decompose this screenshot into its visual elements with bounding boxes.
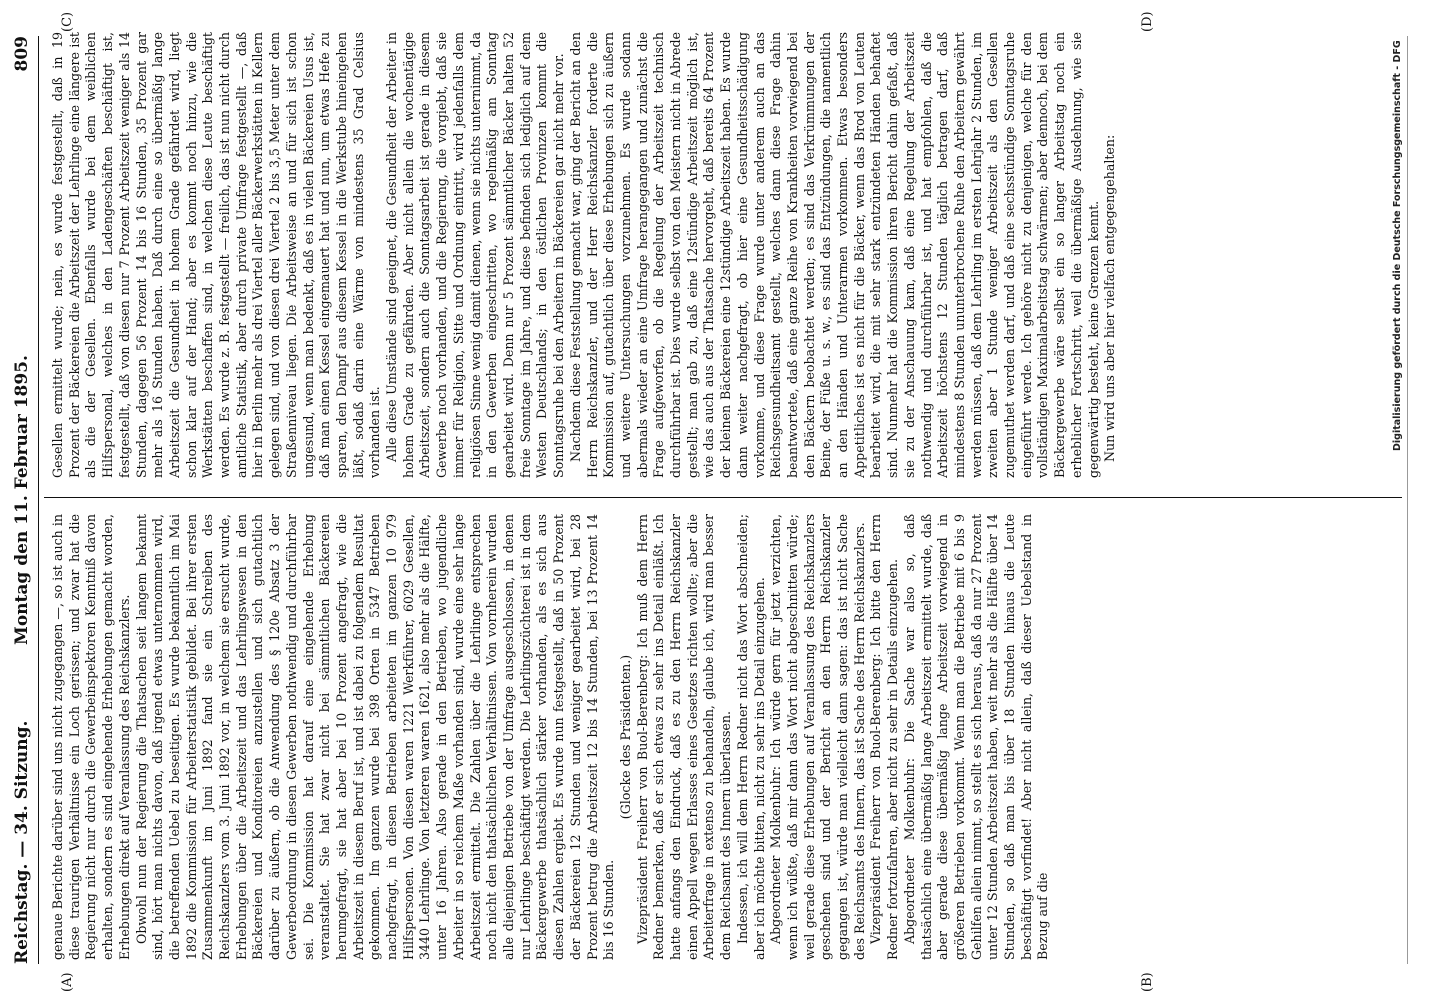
- column-divider: [44, 497, 1402, 498]
- page-number: 809: [12, 36, 32, 72]
- margin-marker-a: (A): [60, 972, 75, 992]
- paragraph: Indessen, ich will dem Herrn Redner nicht das Wort abschneiden; aber ich möchte bitten, nicht zu sehr ins Detail einzugehen.: [734, 514, 767, 960]
- paragraph: genaue Berichte darüber sind uns nicht zugegangen —, so ist auch in diese traurigen Verhältnisse ein Loch gerissen; und zwar hat die Regierung nicht nur durch die Gewerbeinspektoren Kenntniß davon erhalten, sondern es sind eingehende Erhebungen gemacht worden, Erhebungen direkt auf Veranlassung des Reichskanzlers.: [50, 514, 132, 960]
- margin-marker-c: (C): [60, 11, 75, 32]
- header-section-title: Reichstag. — 34. Sitzung.: [12, 720, 32, 964]
- margin-marker-d: (D): [1140, 11, 1155, 32]
- paragraph: Gesellen ermittelt wurde; nein, es wurde festgestellt, daß in 19 Prozent der Bäckereien die Arbeitszeit der Lehrlinge eine längere ist als die der Gesellen. Ebenfalls wurde bei dem weiblichen Hilfspersonal, welches in den Ladengeschäften beschäftigt ist, festgestellt, daß von diesen nur 7 Prozent Arbeitszeit weniger als 14 Stunden, dagegen 56 Prozent 14 bis 16 Stunden, 35 Prozent gar mehr als 16 Stunden haben. Daß durch eine so übermäßig lange Arbeitszeit die Gesundheit in hohem Grade gefährdet wird, liegt schon klar auf der Hand; aber es kommt noch hinzu, wie die Werkstätten beschaffen sind, in welchen diese Leute beschäftigt werden. Es wurde z. B. festgestellt — freilich, das ist nun nicht durch amtliche Statistik, aber durch private Umfrage festgestellt —, daß hier in Berlin mehr als drei Viertel aller Bäckerwerkstätten in Kellern gelegen sind, und von diesen drei Viertel 2 bis 3,5 Meter unter dem Straßenniveau liegen. Die Arbeitsweise an und für sich ist schon ungesund, wenn man bedenkt, daß es in vielen Bäckereien Usus ist, daß man einen Kessel eingemauert hat und nun, um etwas Hefe zu sparen, den Dampf aus diesem Kessel in die Werkstube hineingehen läßt, sodaß darin eine Wärme von mindestens 35 Grad Celsius vorhanden ist.: [50, 32, 383, 478]
- header-date: Montag den 11. Februar 1895.: [12, 355, 32, 645]
- paragraph-speech: Vizepräsident Freiherr von Buol-Berenberg: Ich muß dem Herrn Redner bemerken, daß er sich etwas zu sehr ins Detail einläßt. Ich hatte anfangs den Eindruck, daß es zu den Herrn Reichskanzler einen Appell wegen Erlasses eines Gesetzes richten wollte; aber die Arbeiterfrage in extenso zu behandeln, glaube ich, wird man besser dem Reichsamt des Innern überlassen.: [634, 514, 734, 960]
- paragraph: Nachdem diese Feststellung gemacht war, ging der Bericht an den Herrn Reichskanzler, und der Herr Reichskanzler forderte die Kommission auf, gutachtlich über diese Erhebungen sich zu äußern und weitere Untersuchungen vorzunehmen. Es wurde sodann abermals wieder an eine Umfrage herangegangen und zunächst die Frage aufgeworfen, ob die Regelung der Arbeitszeit technisch durchführbar ist. Dies wurde selbst von den Meistern nicht in Abrede gestellt; man gab zu, daß eine 12stündige Arbeitszeit möglich ist, wie das auch aus der Thatsache hervorgeht, daß bereits 64 Prozent der kleinen Bäckereien eine 12stündige Arbeitszeit haben. Es wurde dann weiter nachgefragt, ob hier eine Gesundheitsschädigung vorkomme, und diese Frage wurde unter anderem auch an das Reichsgesundheitsamt gestellt, welches dann diese Frage dahin beantwortete, daß eine ganze Reihe von Krankheiten vorwiegend bei den Bäckern beobachtet werden; es sind das Verkrümmungen der Beine, der Füße u. s. w., es sind das Entzündungen, die namentlich an den Händen und Unterarmen vorkommen. Etwas besonders Appetitliches ist es nicht für die Bäcker, wenn das Brod von Leuten bearbeitet wird, die mit sehr stark entzündeten Händen behaftet sind. Nunmehr hat die Kommission ihren Bericht dahin gefaßt, daß sie zu der Anschauung kam, daß eine Regelung der Arbeitszeit nothwendig und durchführbar ist, und hat empfohlen, daß die Arbeitszeit höchstens 12 Stunden täglich betragen darf, daß mindestens 8 Stunden ununterbrochene Ruhe den Arbeitern gewährt werden müssen, daß dem Lehrling im ersten Lehrjahr 2 Stunden, im zweiten aber 1 Stunde weniger Arbeitszeit als den Gesellen zugemuthet werden darf, und daß eine sechsstündige Sonntagsruhe eingeführt werde. Ich gehöre nicht zu denjenigen, welche für den vollständigen Maximalarbeitstag schwärmen; aber dennoch, bei dem Bäckergewerbe wäre selbst ein so langer Arbeitstag noch ein erheblicher Fortschritt, weil die übermäßige Ausdehnung, wie sie gegenwärtig besteht, keine Grenzen kennt.: [567, 32, 1101, 478]
- paragraph: Obwohl nun der Regierung die Thatsachen seit langem bekannt sind, hört man nichts davon, daß irgend etwas unternommen wird, die betreffenden Uebel zu beseitigen. Es wurde bekanntlich im Mai 1892 die Kommission für Arbeiterstatistik gebildet. Bei ihrer ersten Zusammenkunft im Juni 1892 fand sie ein Schreiben des Reichskanzlers vom 3. Juni 1892 vor, in welchem sie ersucht wurde, Erhebungen über die Arbeitszeit und das Lehrlingswesen in den Bäckereien und Konditoreien anzustellen und sich gutachtlich darüber zu äußern, ob die Anwendung des § 120e Absatz 3 der Gewerbeordnung in diesen Gewerben nothwendig und durchführbar sei. Die Kommission hat darauf eine eingehende Erhebung veranstaltet. Sie hat zwar nicht bei sämmtlichen Bäckereien herumgefragt, sie hat aber bei 10 Prozent angefragt, wie die Arbeitszeit in diesem Beruf ist, und ist dabei zu folgendem Resultat gekommen. Im ganzen wurde bei 398 Orten in 5347 Betrieben nachgefragt, in diesen Betrieben arbeiteten im ganzen 10 979 Hilfspersonen. Von diesen waren 1221 Werkführer, 6029 Gesellen, 3440 Lehrlinge. Von letzteren waren 1621, also mehr als die Hälfte, unter 16 Jahren. Also gerade in den Betrieben, wo jugendliche Arbeiter in so reichem Maße vorhanden sind, wurde eine sehr lange Arbeitszeit ermittelt. Die Zahlen über die Lehrlinge entsprechen noch nicht den thatsächlichen Verhältnissen. Von vornherein wurden alle diejenigen Betriebe von der Umfrage ausgeschlossen, in denen nur Lehrlinge beschäftigt werden. Die Lehrlingszüchterei ist in dem Bäckergewerbe thatsächlich stärker vorhanden, als es sich aus diesen Zahlen ergiebt. Es wurde nun festgestellt, daß in 50 Prozent der Bäckereien 12 Stunden und weniger gearbeitet wird, bei 28 Prozent betrug die Arbeitszeit 12 bis 14 Stunden, bei 13 Prozent 14 bis 16 Stunden.: [133, 514, 617, 960]
- paragraph: Alle diese Umstände sind geeignet, die Gesundheit der Arbeiter in hohem Grade zu gefährden. Aber nicht allein die wochentägige Arbeitszeit, sondern auch die Sonntagsarbeit ist gerade in diesem Gewerbe noch vorhanden, und die Regierung, die vorgiebt, daß sie immer für Religion, Sitte und Ordnung eintritt, wird jedenfalls dem religiösen Sinne wenig damit dienen, wenn sie nichts unternimmt, da in den Gewerben eingeschritten, wo regelmäßig am Sonntag gearbeitet wird. Denn nur 5 Prozent sämmtlicher Bäcker halten 52 freie Sonntage im Jahre, und diese befinden sich lediglich auf dem Westen Deutschlands; in den östlichen Provinzen kommt die Sonntagsruhe bei den Arbeitern in Bäckereien gar nicht mehr vor.: [384, 32, 567, 478]
- paragraph-speech: Vizepräsident Freiherr von Buol-Berenberg: Ich bitte den Herrn Redner fortzufahren, aber nicht zu sehr in Details einzugehen.: [868, 514, 901, 960]
- left-column: [50, 514, 1392, 960]
- margin-marker-b: (B): [1140, 972, 1155, 992]
- paragraph-speech: Abgeordneter Molkenbuhr: Ich würde gern für jetzt verzichten, wenn ich wüßte, daß mir dann das Wort nicht abgeschnitten würde; weil gerade diese Erhebungen auf Veranlassung des Reichskanzlers geschehen sind und der Bericht an den Herrn Reichskanzler gegangen ist, würde man vielleicht dann sagen: das ist nicht Sache des Reichsamts des Innern, das ist Sache des Herrn Reichskanzlers.: [768, 514, 867, 960]
- digitization-credit: Digitalisierung gefördert durch die Deutsche Forschungsgemeinschaft - DFG: [1392, 40, 1403, 451]
- page-header: [6, 36, 36, 964]
- header-rule: [38, 36, 39, 964]
- paragraph-stage-direction: (Glocke des Präsidenten.): [617, 654, 633, 820]
- paragraph-speech: Abgeordneter Molkenbuhr: Die Sache war also so, daß thatsächlich eine übermäßig lange Arbeitszeit ermittelt wurde, daß aber gerade diese übermäßig lange Arbeitszeit vorwiegend in größeren Betrieben vorkommt. Wenn man die Betriebe mit 6 bis 9 Gehilfen allein nimmt, so stellt es sich heraus, daß da nur 27 Prozent unter 12 Stunden Arbeitszeit haben, weit mehr als die Hälfte über 14 Stunden, so daß man bis über 18 Stunden hinaus die Leute beschäftigt vorfindet! Aber nicht allein, daß dieser Uebelstand in Bezug auf die: [901, 514, 1051, 960]
- paragraph: Nun wird uns aber hier vielfach entgegengehalten:: [1102, 134, 1118, 462]
- right-column: [50, 32, 1392, 478]
